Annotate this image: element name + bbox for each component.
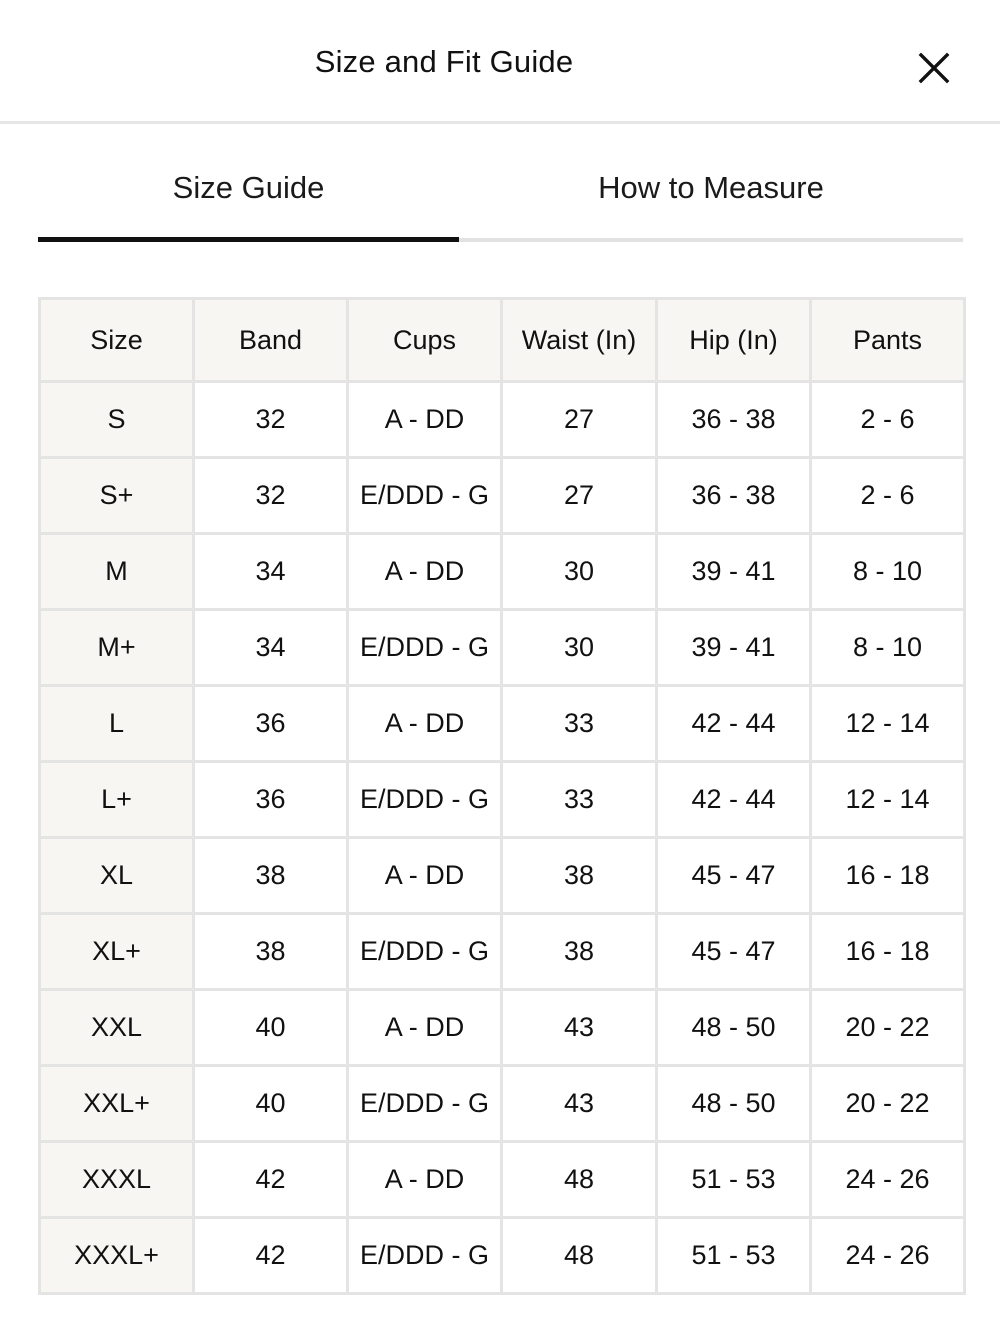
tab-size-guide[interactable] (38, 150, 459, 242)
cell-waist: 27 (502, 382, 657, 458)
column-header-cups: Cups (348, 299, 502, 382)
cell-band: 42 (194, 1142, 348, 1218)
cell-cups: A - DD (348, 382, 502, 458)
cell-size: XXXL+ (40, 1218, 194, 1294)
cell-band: 36 (194, 686, 348, 762)
cell-hip: 51 - 53 (657, 1142, 811, 1218)
cell-size: XXXL (40, 1142, 194, 1218)
cell-cups: E/DDD - G (348, 610, 502, 686)
table-row (40, 762, 965, 838)
cell-waist: 30 (502, 534, 657, 610)
tab-how-to-measure[interactable] (459, 150, 963, 242)
cell-cups: E/DDD - G (348, 1218, 502, 1294)
cell-waist: 48 (502, 1142, 657, 1218)
table-row (40, 382, 965, 458)
table-header-row (40, 299, 965, 382)
cell-pants: 16 - 18 (811, 838, 965, 914)
tab-how-to-measure-label: How to Measure (598, 170, 824, 205)
cell-cups: A - DD (348, 990, 502, 1066)
cell-cups: A - DD (348, 838, 502, 914)
modal-title: Size and Fit Guide (314, 44, 574, 79)
cell-hip: 48 - 50 (657, 1066, 811, 1142)
cell-hip: 48 - 50 (657, 990, 811, 1066)
cell-band: 38 (194, 914, 348, 990)
cell-band: 42 (194, 1218, 348, 1294)
cell-size: XXL (40, 990, 194, 1066)
table-header (40, 299, 965, 382)
cell-band: 32 (194, 458, 348, 534)
cell-hip: 45 - 47 (657, 838, 811, 914)
table-row (40, 1066, 965, 1142)
cell-pants: 8 - 10 (811, 534, 965, 610)
table-row (40, 1218, 965, 1294)
active-tab-indicator (38, 237, 459, 242)
column-header-waist: Waist (In) (502, 299, 657, 382)
cell-cups: E/DDD - G (348, 762, 502, 838)
table-row (40, 686, 965, 762)
cell-waist: 43 (502, 990, 657, 1066)
tab-size-guide-label: Size Guide (172, 170, 325, 205)
cell-hip: 42 - 44 (657, 762, 811, 838)
column-header-size: Size (40, 299, 194, 382)
cell-waist: 38 (502, 838, 657, 914)
cell-band: 32 (194, 382, 348, 458)
cell-size: S+ (40, 458, 194, 534)
cell-waist: 33 (502, 762, 657, 838)
table-row (40, 534, 965, 610)
cell-band: 34 (194, 610, 348, 686)
cell-pants: 20 - 22 (811, 990, 965, 1066)
cell-pants: 24 - 26 (811, 1142, 965, 1218)
cell-pants: 20 - 22 (811, 1066, 965, 1142)
cell-waist: 30 (502, 610, 657, 686)
cell-pants: 16 - 18 (811, 914, 965, 990)
cell-band: 36 (194, 762, 348, 838)
cell-hip: 36 - 38 (657, 458, 811, 534)
cell-cups: A - DD (348, 686, 502, 762)
cell-hip: 39 - 41 (657, 610, 811, 686)
cell-size: XL (40, 838, 194, 914)
cell-pants: 8 - 10 (811, 610, 965, 686)
cell-hip: 39 - 41 (657, 534, 811, 610)
cell-pants: 2 - 6 (811, 458, 965, 534)
cell-waist: 33 (502, 686, 657, 762)
column-header-band: Band (194, 299, 348, 382)
table-row (40, 914, 965, 990)
cell-band: 34 (194, 534, 348, 610)
cell-size: XXL+ (40, 1066, 194, 1142)
cell-size: M (40, 534, 194, 610)
cell-hip: 42 - 44 (657, 686, 811, 762)
table-row (40, 838, 965, 914)
column-header-pants: Pants (811, 299, 965, 382)
cell-band: 40 (194, 1066, 348, 1142)
column-header-hip: Hip (In) (657, 299, 811, 382)
cell-hip: 36 - 38 (657, 382, 811, 458)
cell-hip: 45 - 47 (657, 914, 811, 990)
cell-waist: 38 (502, 914, 657, 990)
table-row (40, 458, 965, 534)
cell-band: 40 (194, 990, 348, 1066)
cell-pants: 2 - 6 (811, 382, 965, 458)
table-row (40, 1142, 965, 1218)
close-button[interactable] (914, 48, 954, 88)
cell-cups: E/DDD - G (348, 914, 502, 990)
cell-waist: 43 (502, 1066, 657, 1142)
cell-cups: E/DDD - G (348, 1066, 502, 1142)
close-icon (914, 48, 954, 88)
cell-cups: E/DDD - G (348, 458, 502, 534)
cell-waist: 48 (502, 1218, 657, 1294)
cell-size: XL+ (40, 914, 194, 990)
modal-header (0, 0, 1000, 124)
table-row (40, 990, 965, 1066)
cell-pants: 24 - 26 (811, 1218, 965, 1294)
tab-divider-line (459, 238, 963, 242)
size-chart-table (38, 297, 966, 1295)
tab-bar (38, 150, 963, 242)
cell-size: L (40, 686, 194, 762)
cell-pants: 12 - 14 (811, 762, 965, 838)
cell-size: L+ (40, 762, 194, 838)
cell-cups: A - DD (348, 534, 502, 610)
cell-pants: 12 - 14 (811, 686, 965, 762)
cell-waist: 27 (502, 458, 657, 534)
cell-size: S (40, 382, 194, 458)
cell-band: 38 (194, 838, 348, 914)
table-row (40, 610, 965, 686)
cell-hip: 51 - 53 (657, 1218, 811, 1294)
table-body (40, 382, 965, 1294)
cell-cups: A - DD (348, 1142, 502, 1218)
cell-size: M+ (40, 610, 194, 686)
